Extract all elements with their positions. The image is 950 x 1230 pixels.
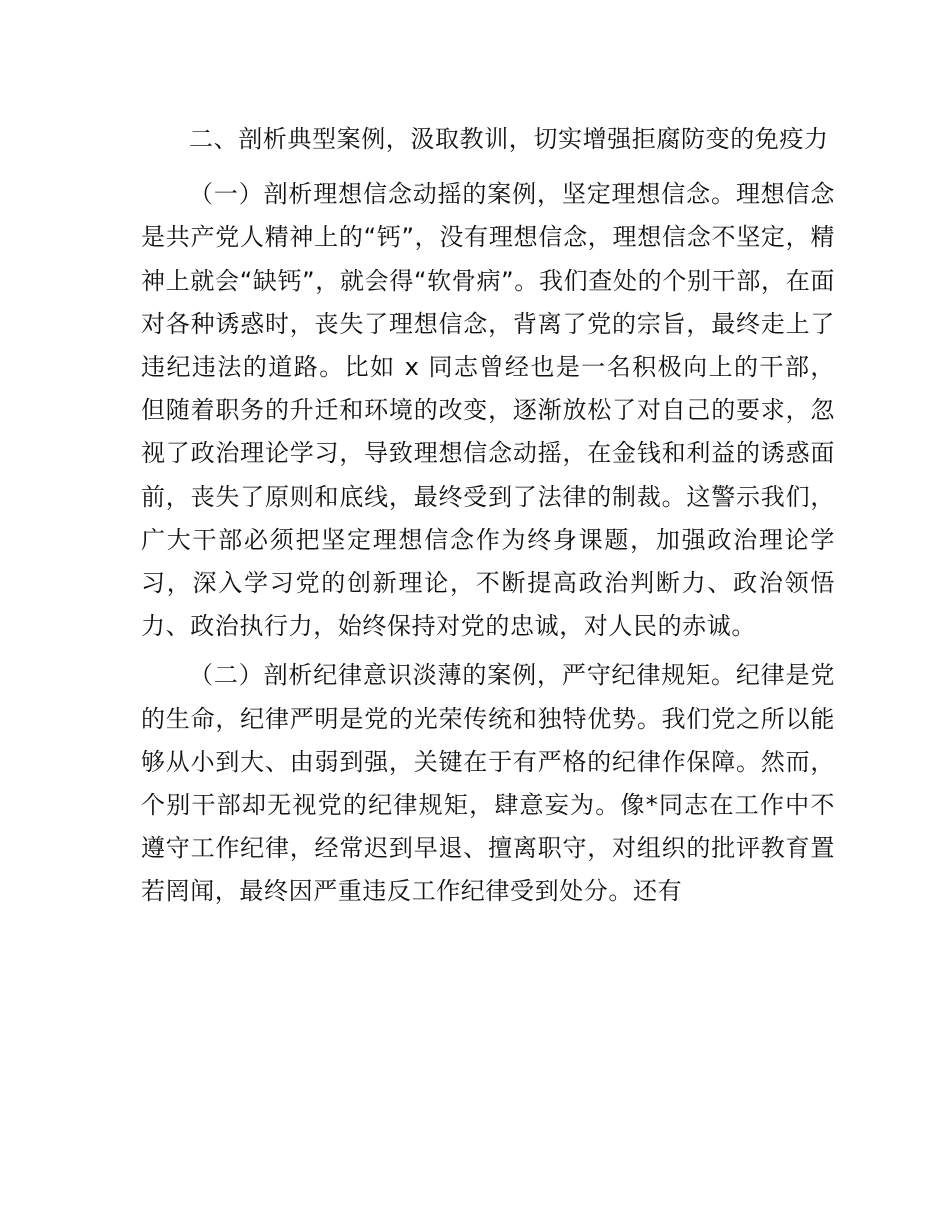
- paragraph-discipline: （二）剖析纪律意识淡薄的案例，严守纪律规矩。纪律是党的生命，纪律严明是党的光荣传统和独特优势。我们党之所以能够从小到大、由弱到强，关键在于有严格的纪律作保障。然而，个别干部却无视党的纪律规矩，肆意妄为。像*同志在工作中不遵守工作纪律，经常迟到早退、擅离职守，对组织的批评教育置若罔闻，最终因严重违反工作纪律受到处分。还有: [141, 661, 835, 906]
- section-heading: 二、剖析典型案例，汲取教训，切实增强拒腐防变的免疫力: [189, 125, 829, 153]
- paragraph-ideals-beliefs: （一）剖析理想信念动摇的案例，坚定理想信念。理想信念是共产党人精神上的“钙”，没有理想信念，理想信念不坚定，精神上就会“缺钙”，就会得“软骨病”。我们查处的个别干部，在面对各种诱惑时，丧失了理想信念，背离了党的宗旨，最终走上了违纪违法的道路。比如 x 同志曾经也是一名积极向上的干部，但随着职务的升迁和环境的改变，逐渐放松了对自己的要求，忽视了政治理论学习，导致理想信念动摇，在金钱和利益的诱惑面前，丧失了原则和底线，最终受到了法律的制裁。这警示我们，广大干部必须把坚定理想信念作为终身课题，加强政治理论学习，深入学习党的创新理论，不断提高政治判断力、政治领悟力、政治执行力，始终保持对党的忠诚，对人民的赤诚。: [141, 180, 835, 641]
- document-body: [141, 118, 835, 914]
